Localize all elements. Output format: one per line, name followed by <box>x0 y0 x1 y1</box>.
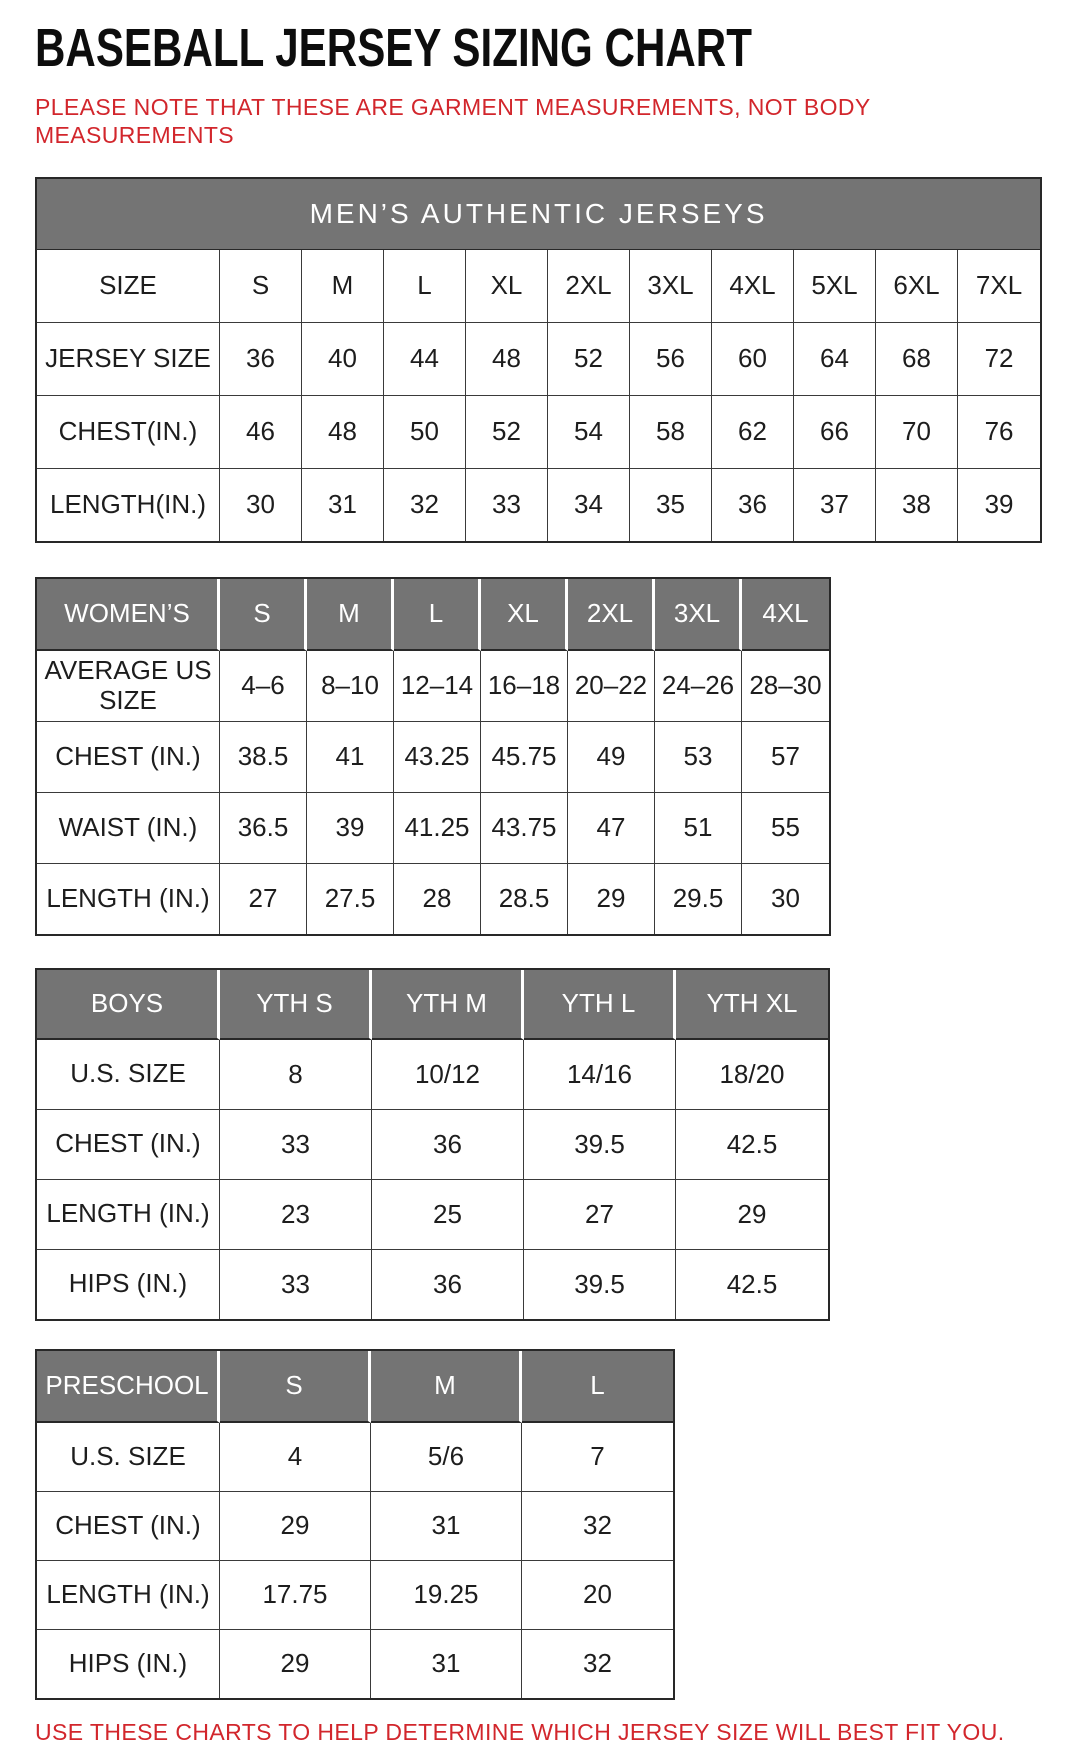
row-label: LENGTH (IN.) <box>37 864 220 934</box>
data-cell: 64 <box>794 323 876 396</box>
mens-authentic-jerseys-table <box>35 177 1042 543</box>
preschool-length-row <box>37 1561 673 1630</box>
data-cell: 38 <box>876 469 958 541</box>
womens-length-row <box>37 864 829 934</box>
data-cell: 62 <box>712 396 794 469</box>
data-cell: 32 <box>583 1648 612 1679</box>
preschool-us-size-row <box>37 1423 673 1492</box>
womens-jerseys-table <box>35 577 831 936</box>
data-cell: 33 <box>220 1250 372 1319</box>
row-label: HIPS (IN.) <box>37 1250 220 1319</box>
boys-hips-row <box>37 1250 828 1319</box>
data-cell: 12–14 <box>394 651 481 722</box>
row-label: LENGTH(IN.) <box>37 469 220 541</box>
data-cell: 55 <box>742 793 829 864</box>
mens-col-header: M <box>302 250 384 323</box>
data-cell: 16–18 <box>481 651 568 722</box>
boys-header-cell: BOYS <box>37 970 220 1040</box>
data-cell: 52 <box>466 396 548 469</box>
data-cell: 37 <box>794 469 876 541</box>
data-cell: 36 <box>372 1250 524 1319</box>
data-cell: 39 <box>307 793 394 864</box>
data-cell: 30 <box>771 883 800 914</box>
womens-waist-row <box>37 793 829 864</box>
mens-length-row <box>37 469 1040 541</box>
boys-header-row <box>37 970 828 1040</box>
data-cell: 4 <box>220 1423 371 1492</box>
data-cell: 17.75 <box>220 1561 371 1630</box>
data-cell: 31 <box>302 469 384 541</box>
data-cell: 48 <box>466 323 548 396</box>
preschool-hips-row <box>37 1630 673 1698</box>
data-cell: 53 <box>655 722 742 793</box>
data-cell: 36.5 <box>220 793 307 864</box>
data-cell: 49 <box>568 722 655 793</box>
data-cell: 39.5 <box>524 1250 676 1319</box>
data-cell: 5/6 <box>371 1423 522 1492</box>
data-cell: 20–22 <box>568 651 655 722</box>
fit-advice-note: USE THESE CHARTS TO HELP DETERMINE WHICH JERSEY SIZE WILL BEST FIT YOU. <box>35 1718 1005 1745</box>
data-cell: 23 <box>220 1180 372 1250</box>
data-cell: 14/16 <box>524 1040 676 1110</box>
data-cell: 31 <box>371 1630 522 1698</box>
mens-col-header: 5XL <box>794 250 876 323</box>
data-cell: 48 <box>302 396 384 469</box>
data-cell: 42.5 <box>726 1268 778 1299</box>
data-cell: 34 <box>548 469 630 541</box>
garment-measurement-note: PLEASE NOTE THAT THESE ARE GARMENT MEASUREMENTS, NOT BODY MEASUREMENTS <box>35 93 871 148</box>
data-cell: 43.75 <box>481 793 568 864</box>
mens-table-banner-row <box>37 179 1040 250</box>
data-cell: 31 <box>371 1492 522 1561</box>
row-label: AVERAGE US SIZE <box>37 651 220 722</box>
data-cell: 66 <box>794 396 876 469</box>
data-cell: 20 <box>522 1561 673 1630</box>
boys-header-cell: YTH XL <box>676 970 828 1040</box>
data-cell: 27 <box>524 1180 676 1250</box>
data-cell: 45.75 <box>481 722 568 793</box>
mens-col-header: XL <box>466 250 548 323</box>
data-cell: 70 <box>876 396 958 469</box>
row-label: LENGTH (IN.) <box>37 1180 220 1250</box>
data-cell: 27 <box>220 864 307 934</box>
data-cell: 7 <box>522 1423 673 1492</box>
boys-header-cell: YTH L <box>524 970 676 1040</box>
boys-length-row <box>37 1180 828 1250</box>
data-cell: 57 <box>742 722 829 793</box>
page-title: BASEBALL JERSEY SIZING CHART <box>35 18 752 78</box>
data-cell: 42.5 <box>676 1110 828 1180</box>
mens-col-header: 3XL <box>630 250 712 323</box>
data-cell: 47 <box>568 793 655 864</box>
data-cell: 30 <box>220 469 302 541</box>
data-cell: 8–10 <box>307 651 394 722</box>
mens-col-header: 2XL <box>548 250 630 323</box>
row-label: CHEST (IN.) <box>37 1492 220 1561</box>
data-cell: 43.25 <box>394 722 481 793</box>
boys-us-size-row <box>37 1040 828 1110</box>
womens-header-cell: 3XL <box>655 579 742 651</box>
womens-header-cell: L <box>394 579 481 651</box>
preschool-header-row <box>37 1351 673 1423</box>
boys-header-cell: YTH S <box>220 970 372 1040</box>
data-cell: 36 <box>372 1110 524 1180</box>
preschool-chest-row <box>37 1492 673 1561</box>
boys-header-cell: YTH M <box>372 970 524 1040</box>
preschool-header-cell: L <box>522 1351 673 1423</box>
data-cell: 56 <box>630 323 712 396</box>
mens-chest-row <box>37 396 1040 469</box>
data-cell: 46 <box>220 396 302 469</box>
womens-header-cell: WOMEN’S <box>37 579 220 651</box>
data-cell: 29 <box>220 1630 371 1698</box>
row-label: WAIST (IN.) <box>37 793 220 864</box>
mens-table-banner: MEN’S AUTHENTIC JERSEYS <box>37 179 1040 250</box>
data-cell: 32 <box>384 469 466 541</box>
data-cell: 33 <box>220 1110 372 1180</box>
data-cell: 10/12 <box>372 1040 524 1110</box>
womens-header-cell: S <box>220 579 307 651</box>
data-cell: 19.25 <box>371 1561 522 1630</box>
womens-header-row <box>37 579 829 651</box>
data-cell: 35 <box>630 469 712 541</box>
data-cell: 29 <box>568 864 655 934</box>
row-label: CHEST(IN.) <box>37 396 220 469</box>
data-cell: 54 <box>548 396 630 469</box>
data-cell: 44 <box>384 323 466 396</box>
preschool-header-cell: PRESCHOOL <box>37 1351 220 1423</box>
mens-col-header: S <box>220 250 302 323</box>
data-cell: 28 <box>394 864 481 934</box>
data-cell: 27.5 <box>307 864 394 934</box>
data-cell: 8 <box>220 1040 372 1110</box>
data-cell: 36 <box>712 469 794 541</box>
row-label: CHEST (IN.) <box>37 722 220 793</box>
data-cell: 39 <box>984 489 1014 520</box>
data-cell: 24–26 <box>655 651 742 722</box>
womens-chest-row <box>37 722 829 793</box>
data-cell: 41 <box>307 722 394 793</box>
mens-col-header: L <box>384 250 466 323</box>
row-label: HIPS (IN.) <box>37 1630 220 1698</box>
data-cell: 72 <box>958 323 1040 396</box>
data-cell: 29.5 <box>655 864 742 934</box>
womens-header-cell: 4XL <box>742 579 829 651</box>
data-cell: 28–30 <box>742 651 829 722</box>
womens-header-cell: 2XL <box>568 579 655 651</box>
row-label: U.S. SIZE <box>37 1040 220 1110</box>
data-cell: 25 <box>372 1180 524 1250</box>
row-label: JERSEY SIZE <box>37 323 220 396</box>
mens-col-header: 4XL <box>712 250 794 323</box>
row-label: U.S. SIZE <box>37 1423 220 1492</box>
data-cell: 39.5 <box>524 1110 676 1180</box>
womens-header-cell: M <box>307 579 394 651</box>
mens-col-header: 6XL <box>876 250 958 323</box>
data-cell: 32 <box>522 1492 673 1561</box>
data-cell: 29 <box>220 1492 371 1561</box>
data-cell: 58 <box>630 396 712 469</box>
data-cell: 41.25 <box>394 793 481 864</box>
data-cell: 36 <box>220 323 302 396</box>
womens-header-cell: XL <box>481 579 568 651</box>
boys-chest-row <box>37 1110 828 1180</box>
data-cell: 29 <box>676 1180 828 1250</box>
data-cell: 38.5 <box>220 722 307 793</box>
mens-jersey-size-row <box>37 323 1040 396</box>
preschool-jerseys-table <box>35 1349 675 1700</box>
data-cell: 4–6 <box>220 651 307 722</box>
data-cell: 52 <box>548 323 630 396</box>
boys-jerseys-table <box>35 968 830 1321</box>
data-cell: 50 <box>384 396 466 469</box>
womens-us-size-row <box>37 651 829 722</box>
mens-col-header: SIZE <box>37 250 220 323</box>
data-cell: 40 <box>302 323 384 396</box>
mens-col-header: 7XL <box>958 250 1040 323</box>
data-cell: 51 <box>655 793 742 864</box>
row-label: LENGTH (IN.) <box>37 1561 220 1630</box>
preschool-header-cell: S <box>220 1351 371 1423</box>
preschool-header-cell: M <box>371 1351 522 1423</box>
data-cell: 76 <box>958 396 1040 469</box>
row-label: CHEST (IN.) <box>37 1110 220 1180</box>
data-cell: 33 <box>466 469 548 541</box>
data-cell: 60 <box>712 323 794 396</box>
data-cell: 18/20 <box>676 1040 828 1110</box>
mens-size-header-row <box>37 250 1040 323</box>
data-cell: 28.5 <box>481 864 568 934</box>
data-cell: 68 <box>876 323 958 396</box>
